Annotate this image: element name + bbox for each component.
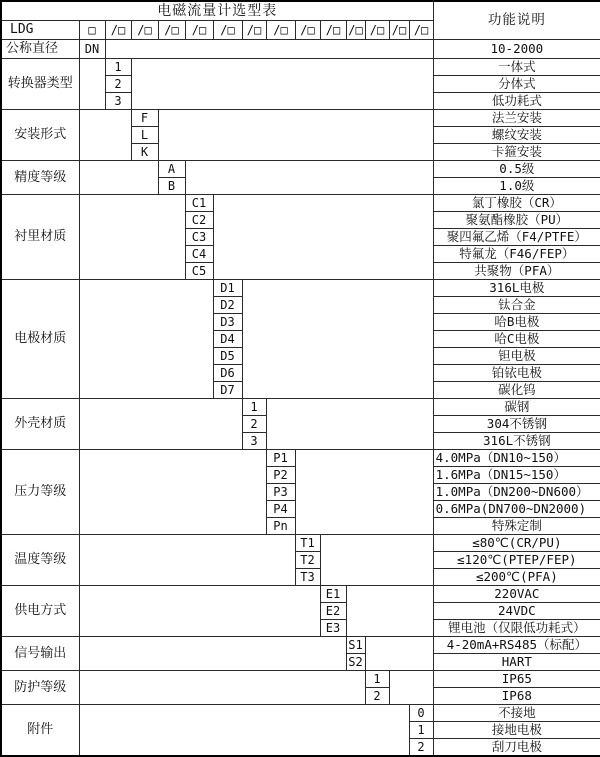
desc-cell: 聚四氟乙烯（F4/PTFE） xyxy=(433,229,600,246)
desc-cell: 0.5级 xyxy=(433,161,600,178)
code-cell: P3 xyxy=(266,484,295,501)
desc-cell: 低功耗式 xyxy=(433,93,600,110)
group-label-pressure-class: 压力等级 xyxy=(1,450,79,535)
code-cell: S2 xyxy=(346,654,365,671)
desc-cell: 1.6MPa（DN15~150） xyxy=(433,467,600,484)
code-cell: C2 xyxy=(185,212,213,229)
code-cell: D2 xyxy=(213,297,242,314)
code-cell: D7 xyxy=(213,382,242,399)
desc-cell: 锂电池（仅限低功耗式） xyxy=(433,620,600,637)
spacer-cell xyxy=(266,399,433,450)
model-prefix: LDG xyxy=(1,21,79,40)
dn-row xyxy=(1,40,600,59)
code-cell: D6 xyxy=(213,365,242,382)
spacer-cell xyxy=(79,450,266,535)
group-label-install-type: 安装形式 xyxy=(1,110,79,161)
desc-cell: 220VAC xyxy=(433,586,600,603)
spacer-cell xyxy=(185,161,433,195)
spacer-cell xyxy=(389,671,433,705)
spacer-cell xyxy=(79,161,158,195)
code-cell: 2 xyxy=(242,416,266,433)
spacer-cell xyxy=(79,637,346,671)
code-cell: Pn xyxy=(266,518,295,535)
model-code-slot: /□ xyxy=(105,21,131,40)
desc-cell: 卡箍安装 xyxy=(433,144,600,161)
desc-cell: 24VDC xyxy=(433,603,600,620)
code-cell: D1 xyxy=(213,280,242,297)
code-cell: 1 xyxy=(242,399,266,416)
model-code-slot: /□ xyxy=(158,21,185,40)
spacer-cell xyxy=(79,586,320,637)
spacer-cell xyxy=(295,450,433,535)
code-cell: 3 xyxy=(105,93,131,110)
code-cell: 3 xyxy=(242,433,266,450)
code-cell: D4 xyxy=(213,331,242,348)
table-row xyxy=(1,59,600,76)
dn-desc: 10-2000 xyxy=(433,40,600,59)
spacer-cell xyxy=(79,59,105,110)
group-label-protection-class: 防护等级 xyxy=(1,671,79,705)
model-code-slot: /□ xyxy=(266,21,295,40)
table-row xyxy=(1,399,600,416)
spacer-cell xyxy=(213,195,433,280)
spacer-cell xyxy=(242,280,433,399)
model-code-slot: /□ xyxy=(409,21,433,40)
desc-cell: HART xyxy=(433,654,600,671)
code-cell: 2 xyxy=(105,76,131,93)
model-code-slot: /□ xyxy=(242,21,266,40)
group-label-accessories: 附件 xyxy=(1,705,79,757)
group-label-signal-output: 信号输出 xyxy=(1,637,79,671)
table-row xyxy=(1,280,600,297)
model-code-slot: /□ xyxy=(389,21,409,40)
code-cell: 0 xyxy=(409,705,433,722)
spacer-cell xyxy=(79,195,185,280)
code-cell: D3 xyxy=(213,314,242,331)
code-cell: 1 xyxy=(105,59,131,76)
table-row xyxy=(1,705,600,722)
table-row xyxy=(1,195,600,212)
model-code-slot: /□ xyxy=(131,21,158,40)
desc-cell: 钽电极 xyxy=(433,348,600,365)
desc-cell: 氯丁橡胶（CR） xyxy=(433,195,600,212)
function-header: 功能说明 xyxy=(433,1,600,40)
code-cell: 1 xyxy=(365,671,389,688)
desc-cell: 钛合金 xyxy=(433,297,600,314)
code-cell: C1 xyxy=(185,195,213,212)
desc-cell: 哈B电极 xyxy=(433,314,600,331)
desc-cell: IP65 xyxy=(433,671,600,688)
desc-cell: 铂铱电极 xyxy=(433,365,600,382)
group-label-temperature-class: 温度等级 xyxy=(1,535,79,586)
group-label-power-supply: 供电方式 xyxy=(1,586,79,637)
spacer-cell xyxy=(158,110,433,161)
spacer-cell xyxy=(79,110,131,161)
model-code-slot: /□ xyxy=(295,21,320,40)
code-cell: K xyxy=(131,144,158,161)
code-cell: 2 xyxy=(365,688,389,705)
code-cell: S1 xyxy=(346,637,365,654)
desc-cell: 一体式 xyxy=(433,59,600,76)
table-title: 电磁流量计选型表 xyxy=(1,1,433,21)
table-row xyxy=(1,450,600,467)
code-cell: E3 xyxy=(320,620,346,637)
spacer-cell xyxy=(79,671,365,705)
desc-cell: 1.0级 xyxy=(433,178,600,195)
group-label-converter-type: 转换器类型 xyxy=(1,59,79,110)
table-row xyxy=(1,671,600,688)
desc-cell: 特殊定制 xyxy=(433,518,600,535)
spacer-cell xyxy=(79,399,242,450)
desc-cell: 316L不锈钢 xyxy=(433,433,600,450)
desc-cell: 1.0MPa（DN200~DN600） xyxy=(433,484,600,501)
desc-cell: 聚氨酯橡胶（PU） xyxy=(433,212,600,229)
model-code-box: □ xyxy=(79,21,105,40)
table-row xyxy=(1,110,600,127)
code-cell: C3 xyxy=(185,229,213,246)
model-code-slot: /□ xyxy=(320,21,346,40)
spacer-cell xyxy=(346,586,433,637)
code-cell: C5 xyxy=(185,263,213,280)
group-label-housing-material: 外壳材质 xyxy=(1,399,79,450)
desc-cell: 分体式 xyxy=(433,76,600,93)
desc-cell: 不接地 xyxy=(433,705,600,722)
code-cell: B xyxy=(158,178,185,195)
desc-cell: 特氟龙（F46/FEP） xyxy=(433,246,600,263)
desc-cell: ≤80℃(CR/PU) xyxy=(433,535,600,552)
dn-code: DN xyxy=(79,40,105,59)
code-cell: P4 xyxy=(266,501,295,518)
desc-cell: 碳化钨 xyxy=(433,382,600,399)
desc-cell: 共聚物（PFA） xyxy=(433,263,600,280)
desc-cell: 304不锈钢 xyxy=(433,416,600,433)
desc-cell: 4-20mA+RS485（标配） xyxy=(433,637,600,654)
desc-cell: IP68 xyxy=(433,688,600,705)
spacer-cell xyxy=(79,280,213,399)
spacer-cell xyxy=(105,40,433,59)
model-code-slot: /□ xyxy=(185,21,213,40)
table-row xyxy=(1,161,600,178)
group-label-liner-material: 衬里材质 xyxy=(1,195,79,280)
desc-cell: 碳钢 xyxy=(433,399,600,416)
desc-cell: 4.0MPa（DN10~150） xyxy=(433,450,600,467)
desc-cell: 法兰安装 xyxy=(433,110,600,127)
code-cell: P1 xyxy=(266,450,295,467)
code-cell: A xyxy=(158,161,185,178)
code-cell: F xyxy=(131,110,158,127)
desc-cell: ≤200℃(PFA) xyxy=(433,569,600,586)
spacer-cell xyxy=(320,535,433,586)
code-cell: C4 xyxy=(185,246,213,263)
code-cell: T1 xyxy=(295,535,320,552)
code-cell: P2 xyxy=(266,467,295,484)
table-row xyxy=(1,535,600,552)
desc-cell: 0.6MPa(DN700~DN2000) xyxy=(433,501,600,518)
code-cell: T3 xyxy=(295,569,320,586)
desc-cell: 螺纹安装 xyxy=(433,127,600,144)
table-row xyxy=(1,637,600,654)
spacer-cell xyxy=(79,705,409,757)
code-cell: E1 xyxy=(320,586,346,603)
code-cell: E2 xyxy=(320,603,346,620)
group-label-accuracy-class: 精度等级 xyxy=(1,161,79,195)
desc-cell: 接地电极 xyxy=(433,722,600,739)
desc-cell: 哈C电极 xyxy=(433,331,600,348)
model-code-slot: /□ xyxy=(213,21,242,40)
code-cell: L xyxy=(131,127,158,144)
table-row xyxy=(1,586,600,603)
desc-cell: 刮刀电极 xyxy=(433,739,600,757)
spacer-cell xyxy=(365,637,433,671)
spacer-cell xyxy=(131,59,433,110)
code-cell: D5 xyxy=(213,348,242,365)
code-cell: 1 xyxy=(409,722,433,739)
model-code-slot: /□ xyxy=(365,21,389,40)
code-cell: T2 xyxy=(295,552,320,569)
title-row xyxy=(1,1,600,21)
group-label-electrode-material: 电极材质 xyxy=(1,280,79,399)
desc-cell: ≤120℃(PTEP/FEP) xyxy=(433,552,600,569)
model-code-slot: /□ xyxy=(346,21,365,40)
code-cell: 2 xyxy=(409,739,433,757)
desc-cell: 316L电极 xyxy=(433,280,600,297)
spacer-cell xyxy=(79,535,295,586)
dn-label: 公称直径 xyxy=(1,40,79,59)
